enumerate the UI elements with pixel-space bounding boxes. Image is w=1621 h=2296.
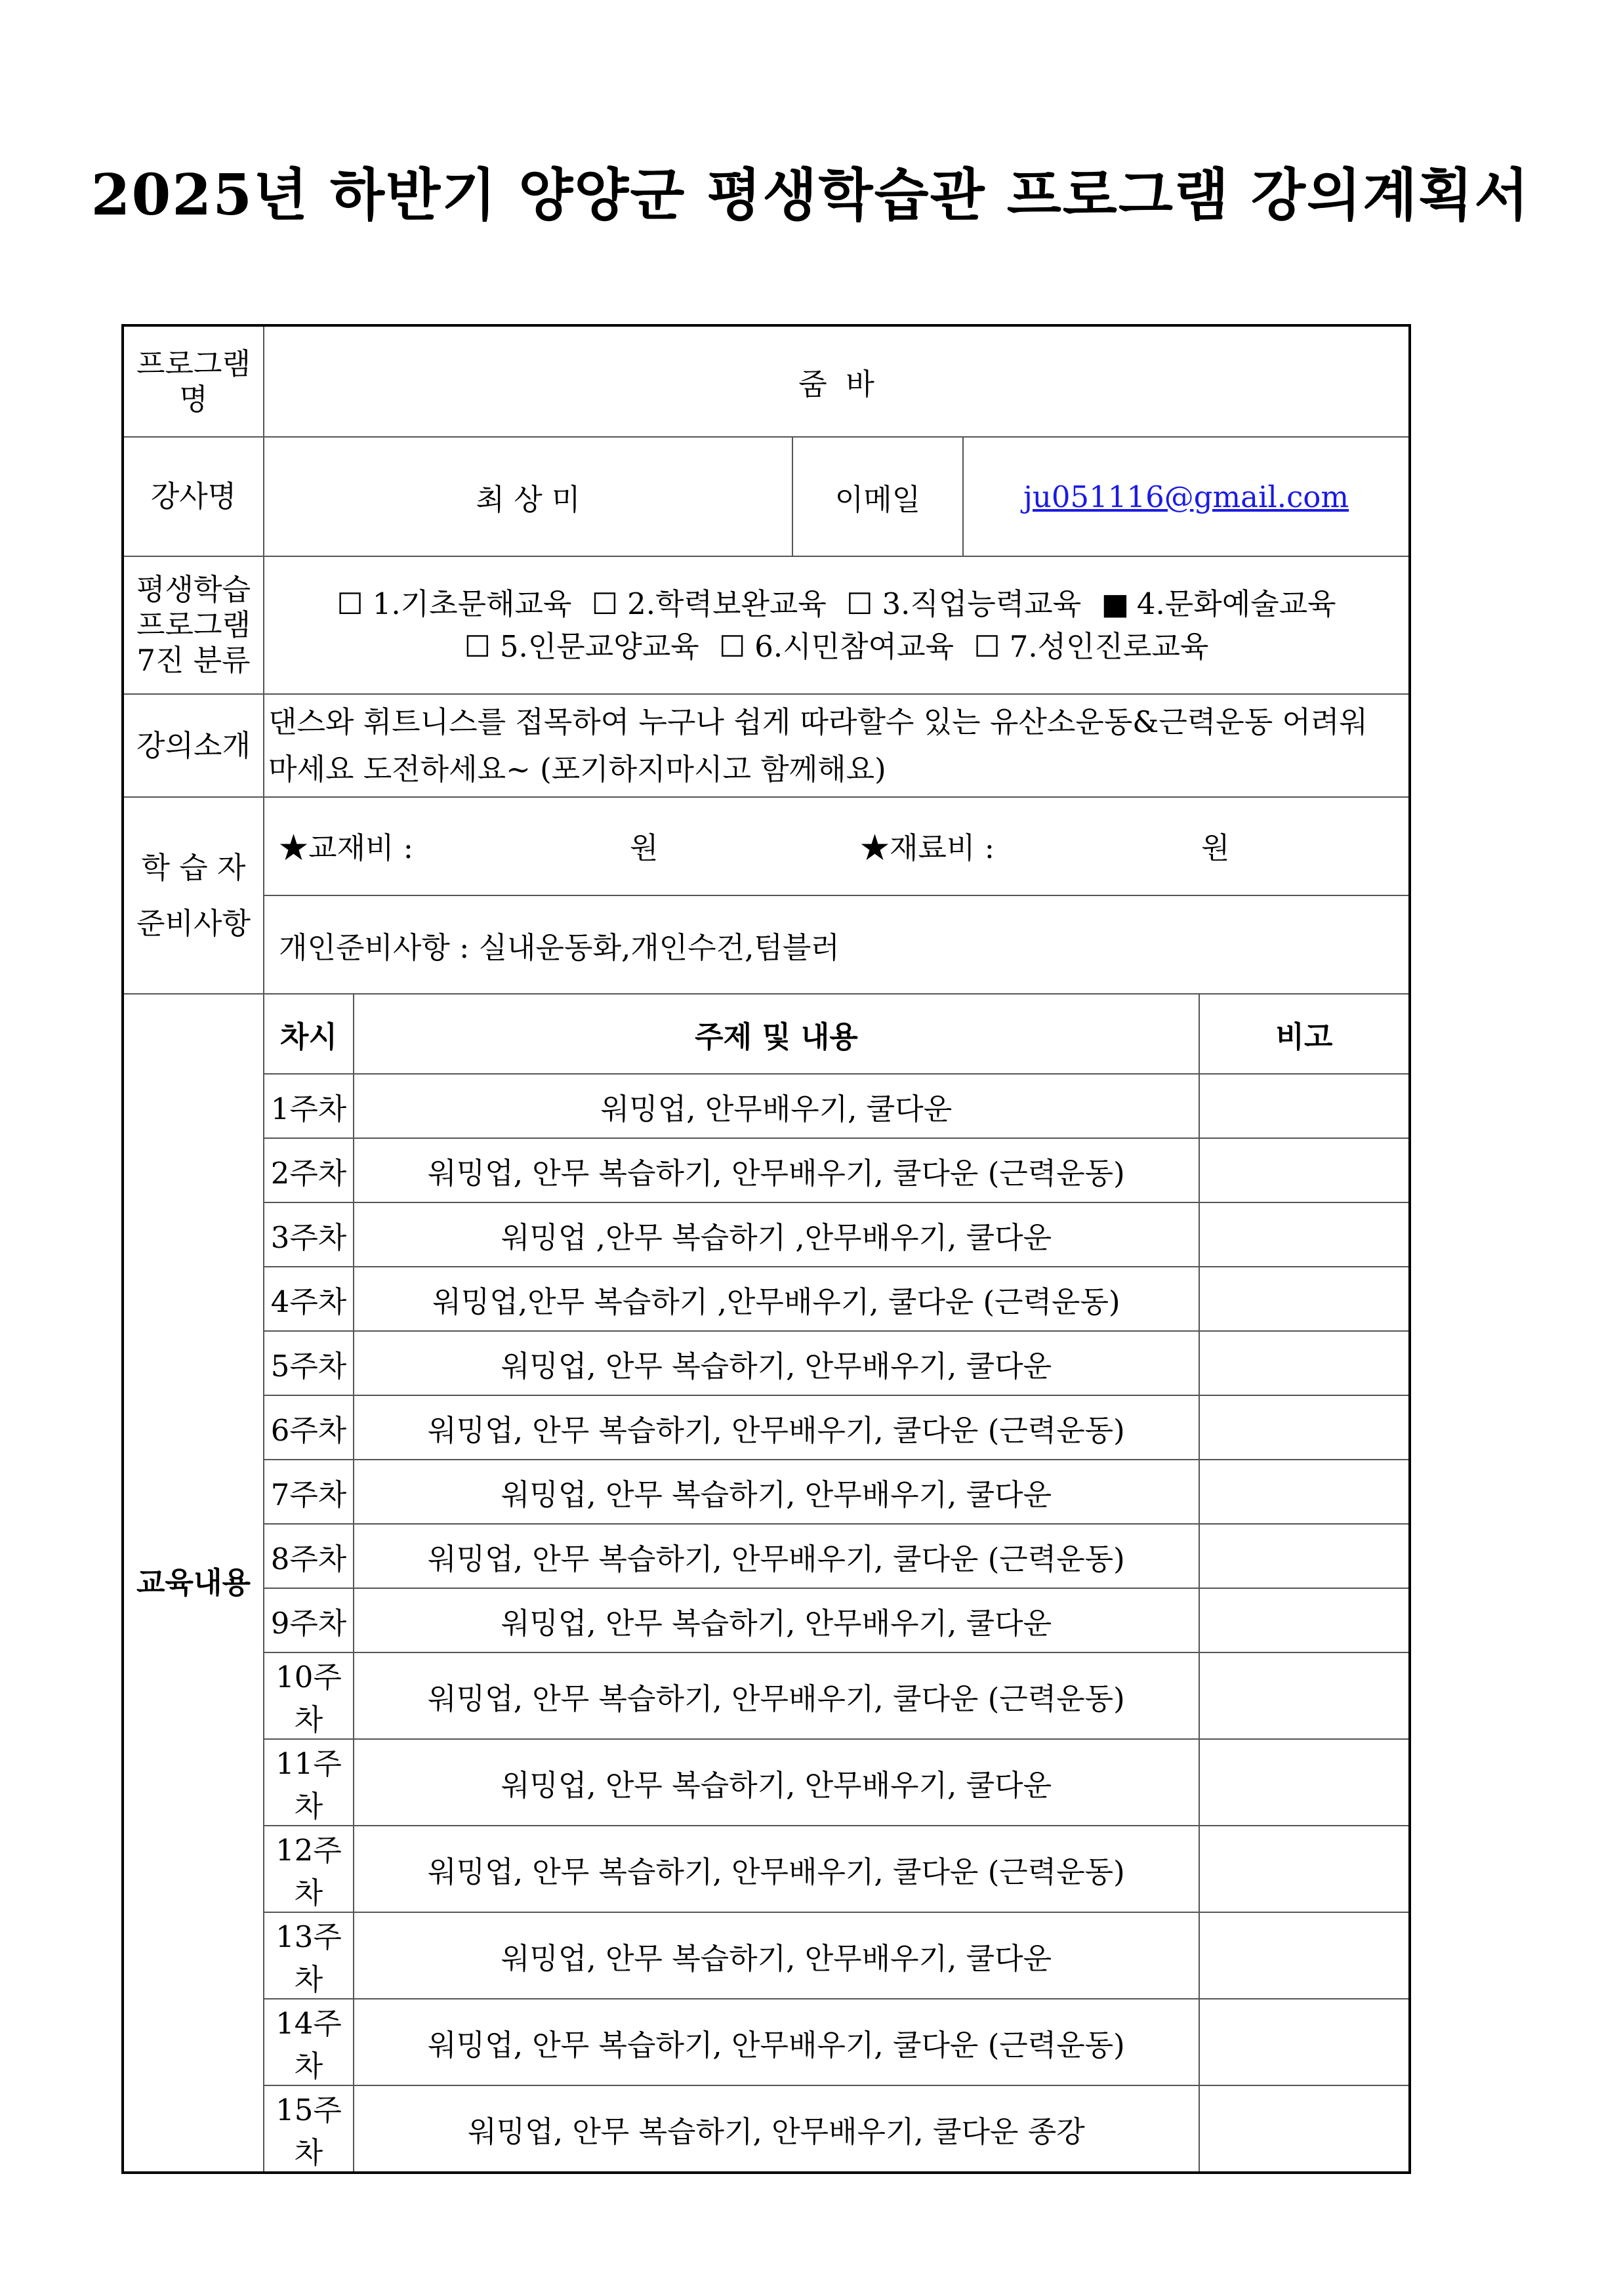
checkbox-icon: ☐ xyxy=(846,586,873,621)
note-cell xyxy=(1199,1739,1410,1826)
curriculum-label: 교육내용 xyxy=(123,994,264,2173)
note-cell xyxy=(1199,1826,1410,1912)
table-row xyxy=(123,1395,1410,1460)
topic-cell: 워밍업, 안무 복습하기, 안무배우기, 쿨다운 (근력운동) xyxy=(354,1826,1199,1912)
note-header: 비고 xyxy=(1199,994,1410,1074)
note-cell xyxy=(1199,1588,1410,1652)
table-row xyxy=(123,1074,1410,1138)
table-row xyxy=(123,1912,1410,1999)
topic-cell: 워밍업 ,안무 복습하기 ,안무배우기, 쿨다운 xyxy=(354,1202,1199,1267)
session-cell: 12주차 xyxy=(264,1826,354,1912)
note-cell xyxy=(1199,1331,1410,1395)
instructor-name: 최 상 미 xyxy=(264,437,792,556)
topic-cell: 워밍업, 안무 복습하기, 안무배우기, 쿨다운 xyxy=(354,1460,1199,1524)
note-cell xyxy=(1199,1267,1410,1331)
checkbox-icon: ☐ xyxy=(718,629,746,664)
note-cell xyxy=(1199,1524,1410,1588)
category-option-6[interactable] xyxy=(719,629,954,664)
fee-row xyxy=(123,797,1410,895)
category-options-row-2 xyxy=(264,625,1408,668)
topic-cell: 워밍업, 안무 복습하기, 안무배우기, 쿨다운 xyxy=(354,1588,1199,1652)
table-row xyxy=(123,1267,1410,1331)
category-row xyxy=(123,556,1410,694)
session-cell: 8주차 xyxy=(264,1524,354,1588)
note-cell xyxy=(1199,1395,1410,1460)
intro-line-1: 댄스와 휘트니스를 접목하여 누구나 쉽게 따라할수 있는 유산소운동&근력운동 어려워 xyxy=(268,704,1368,739)
topic-cell: 워밍업, 안무 복습하기, 안무배우기, 쿨다운 xyxy=(354,1912,1199,1999)
table-row xyxy=(123,1588,1410,1652)
note-cell xyxy=(1199,1138,1410,1202)
checkbox-icon: ☐ xyxy=(464,629,491,664)
intro-row xyxy=(123,694,1410,797)
session-cell: 10주차 xyxy=(264,1652,354,1739)
curriculum-header-row xyxy=(123,994,1410,1074)
category-option-3[interactable] xyxy=(846,586,1081,621)
program-name-row xyxy=(123,325,1410,437)
category-option-1[interactable] xyxy=(337,586,571,621)
category-option-4[interactable] xyxy=(1101,586,1336,621)
material-fee-label: ★재료비 : xyxy=(860,830,995,865)
lecture-plan-table xyxy=(121,324,1411,2174)
table-row xyxy=(123,1460,1410,1524)
category-label-line: 프로그램 xyxy=(136,607,251,642)
category-option-7[interactable] xyxy=(974,629,1208,664)
category-option-label: 5.인문교양교육 xyxy=(499,629,699,664)
table-row xyxy=(123,1524,1410,1588)
table-row xyxy=(123,2085,1410,2173)
session-cell: 11주차 xyxy=(264,1739,354,1826)
personal-prep-row xyxy=(123,895,1410,994)
session-cell: 3주차 xyxy=(264,1202,354,1267)
table-row xyxy=(123,1652,1410,1739)
note-cell xyxy=(1199,1652,1410,1739)
session-cell: 14주차 xyxy=(264,1999,354,2085)
program-name-value: 줌 바 xyxy=(264,325,1410,437)
note-cell xyxy=(1199,2085,1410,2173)
category-options xyxy=(264,556,1410,694)
prep-label-line: 준비사항 xyxy=(136,906,251,941)
program-name-label: 프로그램명 xyxy=(123,325,264,437)
category-option-label: 7.성인진로교육 xyxy=(1009,629,1209,664)
category-option-5[interactable] xyxy=(464,629,699,664)
topic-cell: 워밍업, 안무 복습하기, 안무배우기, 쿨다운 (근력운동) xyxy=(354,1999,1199,2085)
fee-cell xyxy=(264,797,1410,895)
category-option-label: 4.문화예술교육 xyxy=(1136,586,1336,621)
session-cell: 13주차 xyxy=(264,1912,354,1999)
material-fee-unit: 원 xyxy=(1201,830,1230,865)
email-cell xyxy=(963,437,1410,556)
intro-line-2: 마세요 도전하세요~ (포기하지마시고 함께해요) xyxy=(268,751,886,787)
topic-cell: 워밍업, 안무배우기, 쿨다운 xyxy=(354,1074,1199,1138)
session-cell: 7주차 xyxy=(264,1460,354,1524)
intro-label: 강의소개 xyxy=(123,694,264,797)
checked-box-icon: ■ xyxy=(1101,586,1130,621)
category-label-line: 평생학습 xyxy=(136,572,251,607)
session-cell: 1주차 xyxy=(264,1074,354,1138)
category-option-label: 3.직업능력교육 xyxy=(882,586,1082,621)
document-title: 2025년 하반기 양양군 평생학습관 프로그램 강의계획서 xyxy=(91,162,1530,228)
note-cell xyxy=(1199,1074,1410,1138)
topic-header: 주제 및 내용 xyxy=(354,994,1199,1074)
note-cell xyxy=(1199,1460,1410,1524)
checkbox-icon: ☐ xyxy=(974,629,1000,664)
session-cell: 5주차 xyxy=(264,1331,354,1395)
instructor-row xyxy=(123,437,1410,556)
category-option-label: 1.기초문해교육 xyxy=(372,586,572,621)
topic-cell: 워밍업, 안무 복습하기, 안무배우기, 쿨다운 종강 xyxy=(354,2085,1199,2173)
topic-cell: 워밍업, 안무 복습하기, 안무배우기, 쿨다운 (근력운동) xyxy=(354,1524,1199,1588)
intro-text xyxy=(264,694,1410,797)
prep-label-line: 학 습 자 xyxy=(141,850,246,885)
session-cell: 15주차 xyxy=(264,2085,354,2173)
table-row xyxy=(123,1331,1410,1395)
category-label-line: 7진 분류 xyxy=(136,643,251,678)
session-cell: 4주차 xyxy=(264,1267,354,1331)
topic-cell: 워밍업, 안무 복습하기, 안무배우기, 쿨다운 (근력운동) xyxy=(354,1652,1199,1739)
note-cell xyxy=(1199,1999,1410,2085)
checkbox-icon: ☐ xyxy=(591,586,619,621)
table-row xyxy=(123,1999,1410,2085)
topic-cell: 워밍업, 안무 복습하기, 안무배우기, 쿨다운 xyxy=(354,1331,1199,1395)
note-cell xyxy=(1199,1202,1410,1267)
category-label xyxy=(123,556,264,694)
topic-cell: 워밍업, 안무 복습하기, 안무배우기, 쿨다운 xyxy=(354,1739,1199,1826)
session-cell: 6주차 xyxy=(264,1395,354,1460)
note-cell xyxy=(1199,1912,1410,1999)
category-options-row-1 xyxy=(264,583,1408,625)
category-option-2[interactable] xyxy=(592,586,827,621)
personal-prep: 개인준비사항 : 실내운동화,개인수건,텀블러 xyxy=(264,895,1410,994)
session-cell: 2주차 xyxy=(264,1138,354,1202)
session-header: 차시 xyxy=(264,994,354,1074)
table-row xyxy=(123,1138,1410,1202)
topic-cell: 워밍업,안무 복습하기 ,안무배우기, 쿨다운 (근력운동) xyxy=(354,1267,1199,1331)
session-cell: 9주차 xyxy=(264,1588,354,1652)
topic-cell: 워밍업, 안무 복습하기, 안무배우기, 쿨다운 (근력운동) xyxy=(354,1395,1199,1460)
email-link[interactable]: ju051116@gmail.com xyxy=(1023,479,1349,514)
category-option-label: 6.시민참여교육 xyxy=(754,629,954,664)
prep-label xyxy=(123,797,264,994)
table-row xyxy=(123,1826,1410,1912)
checkbox-icon: ☐ xyxy=(337,586,363,621)
email-label: 이메일 xyxy=(792,437,963,556)
category-option-label: 2.학력보완교육 xyxy=(627,586,827,621)
table-row xyxy=(123,1739,1410,1826)
topic-cell: 워밍업, 안무 복습하기, 안무배우기, 쿨다운 (근력운동) xyxy=(354,1138,1199,1202)
textbook-fee-label: ★교재비 : xyxy=(279,830,413,865)
instructor-label: 강사명 xyxy=(123,437,264,556)
textbook-fee-unit: 원 xyxy=(630,830,659,865)
table-row xyxy=(123,1202,1410,1267)
